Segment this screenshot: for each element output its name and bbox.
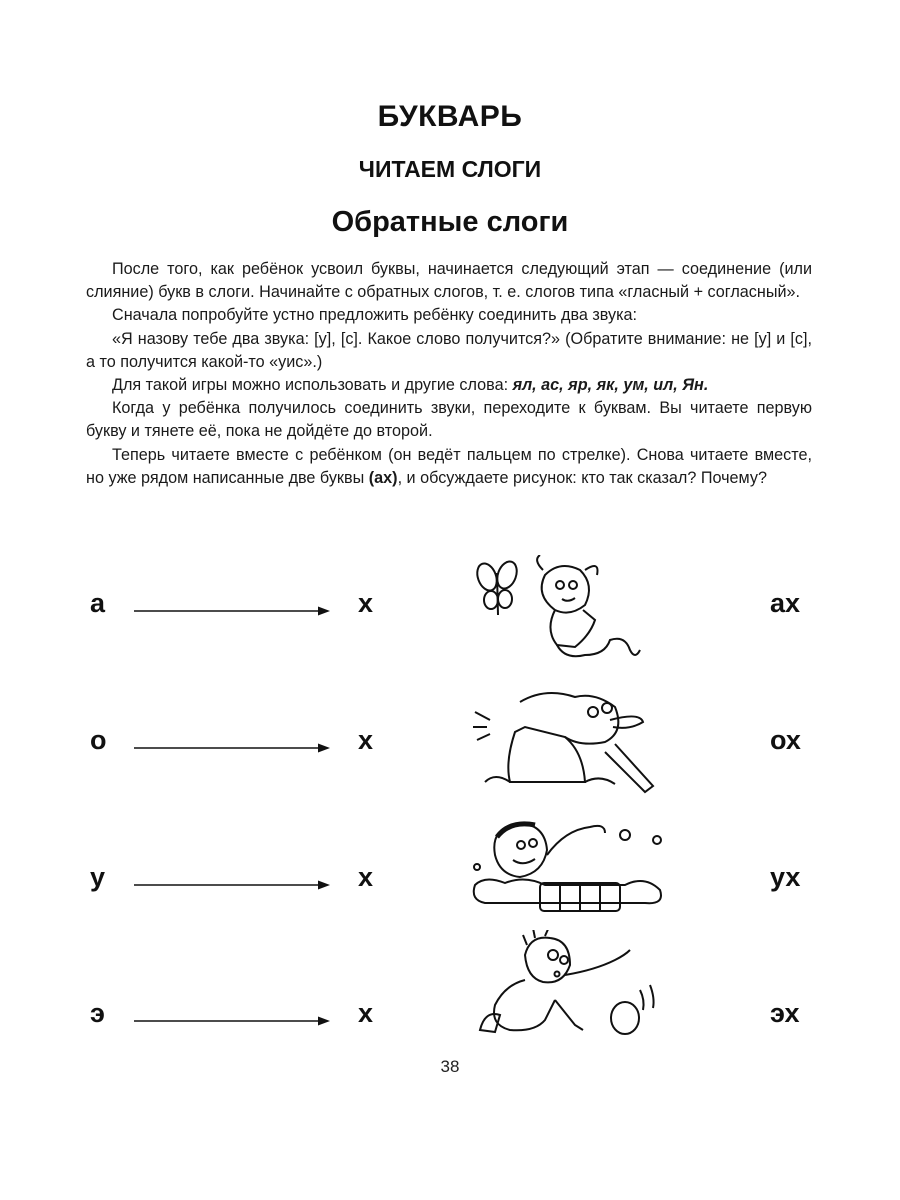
- arrow-icon: [134, 879, 330, 891]
- arrow-icon: [134, 605, 330, 617]
- second-letter: х: [358, 588, 374, 618]
- boy-with-broken-pot-illustration: [465, 930, 665, 1040]
- paragraph-text: Теперь читаете вместе с ребёнком (он ведёт пальцем по стрелке). Снова читаете вместе, но уже рядом написанные две буквы: [86, 445, 812, 487]
- paragraph: «Я назову тебе два звука: [у], [с]. Какое слово получится?» (Обратите внимание: не [у] и [с], а то получится какой-то «уис».): [86, 329, 812, 371]
- syllable: эх: [770, 998, 800, 1028]
- paragraph-text: , и обсуждаете рисунок: кто так сказал? Почему?: [397, 468, 767, 487]
- lesson-title: Обратные слоги: [331, 206, 569, 238]
- example-syllable: (ах): [368, 468, 398, 487]
- arrow-icon: [134, 742, 330, 754]
- paragraph: [86, 374, 812, 397]
- paragraph: [86, 444, 812, 490]
- exercise-row: [0, 715, 900, 775]
- second-letter: х: [358, 725, 374, 755]
- paragraph: Когда у ребёнка получилось соединить звуки, переходите к буквам. Вы читаете первую букву и тянете её, пока не дойдёте до второй.: [86, 399, 812, 441]
- section-title: ЧИТАЕМ СЛОГИ: [358, 156, 542, 182]
- old-woman-with-cane-illustration: [465, 682, 675, 797]
- paragraph-text: Для такой игры можно использовать и другие слова:: [112, 376, 513, 395]
- second-letter: х: [358, 862, 374, 892]
- boy-in-bath-tub-illustration: [465, 815, 675, 915]
- second-letter: х: [358, 998, 374, 1028]
- paragraph: Сначала попробуйте устно предложить ребёнку соединить два звука:: [112, 306, 638, 325]
- first-letter: у: [90, 862, 106, 892]
- page-number: 38: [440, 1057, 460, 1076]
- syllable: ух: [770, 862, 801, 892]
- first-letter: о: [90, 725, 107, 755]
- instructions-text: [86, 258, 812, 490]
- paragraph: После того, как ребёнок усвоил буквы, начинается следующий этап — соединение (или слияние) букв в слоги. Начинайте с обратных слогов, т. е. слогов типа «гласный + согласный».: [86, 260, 812, 302]
- exercise-row: [0, 988, 900, 1048]
- first-letter: э: [90, 998, 105, 1028]
- example-words: ял, ас, яр, як, ум, ил, Ян.: [512, 376, 709, 395]
- syllable: ах: [770, 588, 801, 618]
- exercise-row: [0, 578, 900, 638]
- girl-with-butterfly-illustration: [465, 555, 665, 665]
- first-letter: а: [90, 588, 106, 618]
- book-title: БУКВАРЬ: [377, 100, 523, 133]
- exercise-row: [0, 852, 900, 912]
- arrow-icon: [134, 1015, 330, 1027]
- syllable: ох: [770, 725, 801, 755]
